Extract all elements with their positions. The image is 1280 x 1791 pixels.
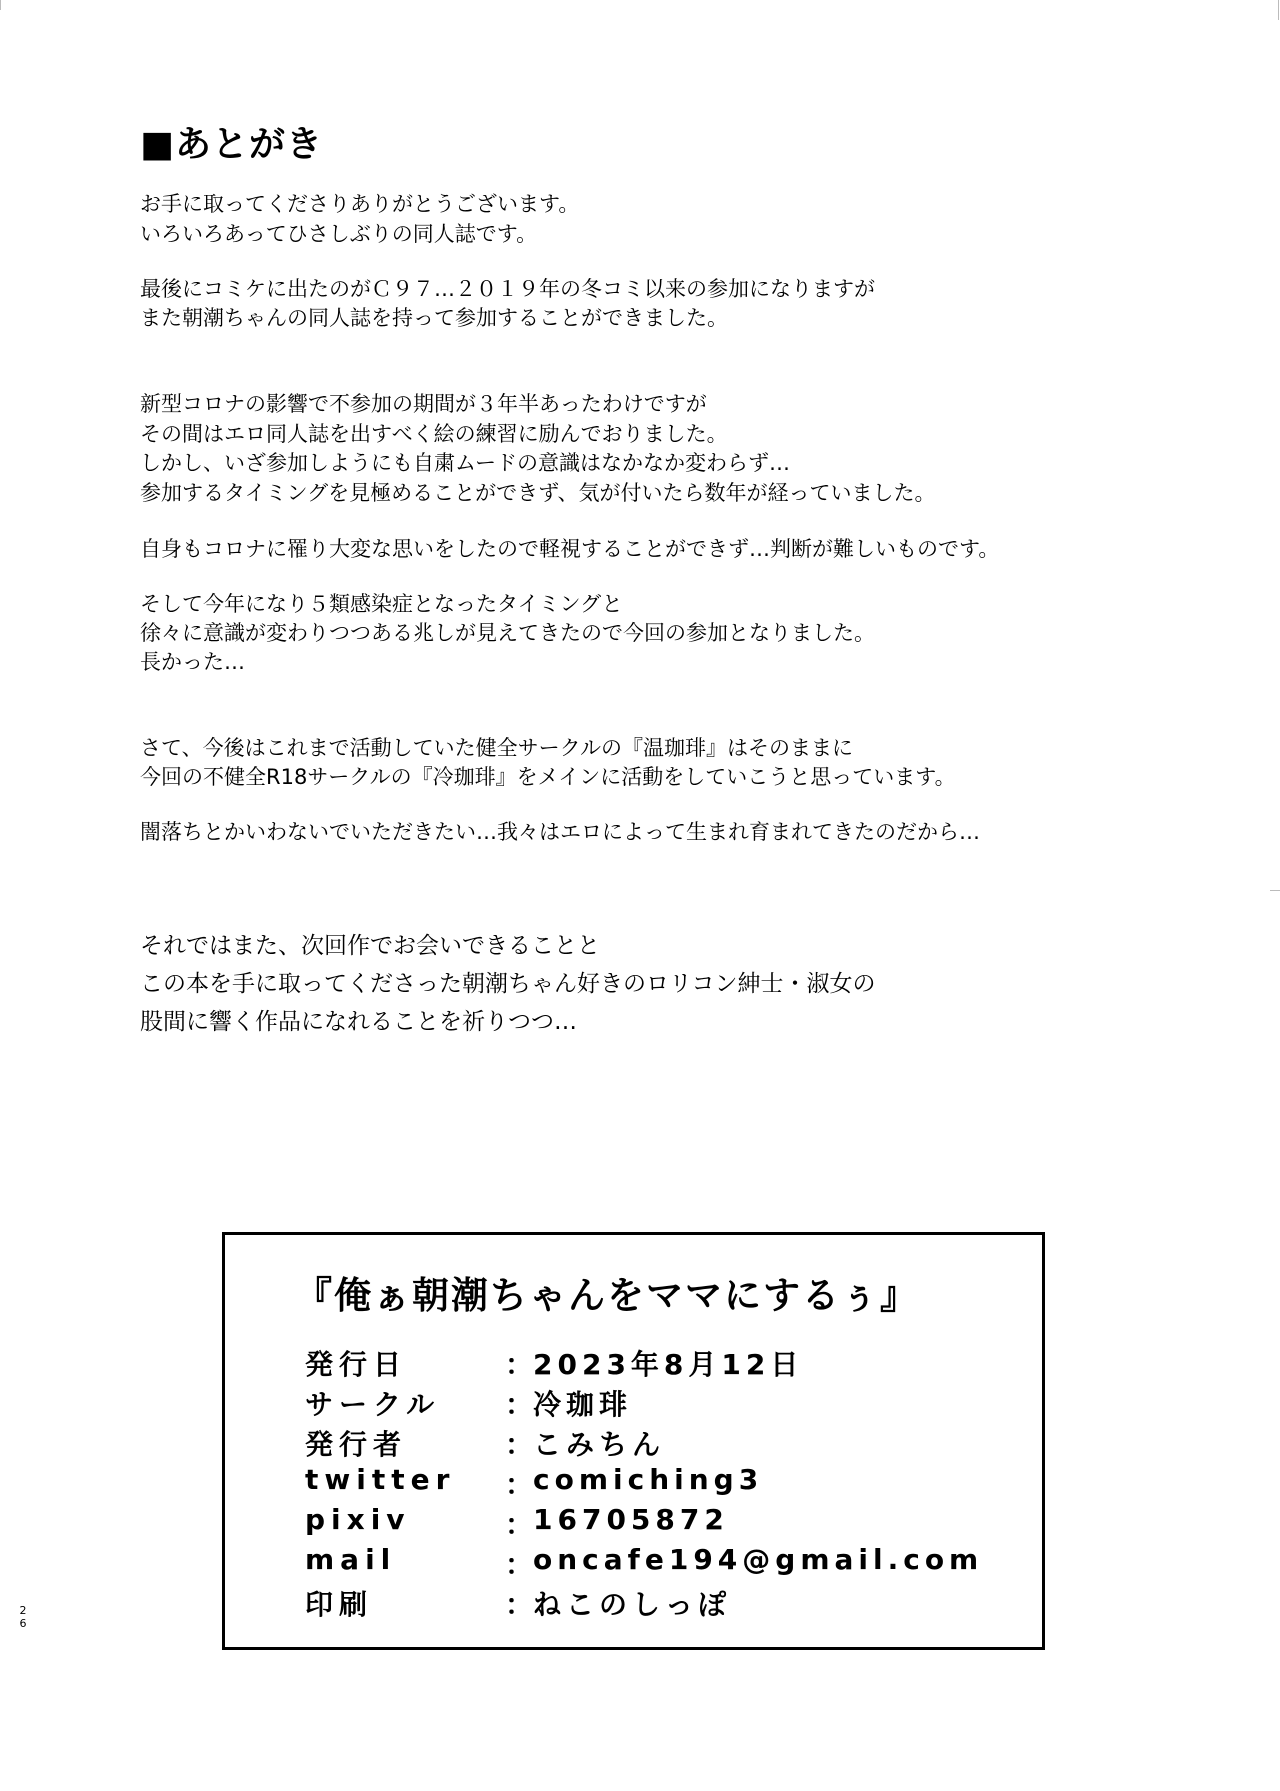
colophon-value: こみちん: [533, 1428, 666, 1461]
colophon-separator: ：: [505, 1388, 534, 1421]
body-line: 今回の不健全R18サークルの『冷珈琲』をメインに活動をしていこうと思っています。: [140, 765, 956, 789]
colophon-value: 冷珈琲: [533, 1388, 633, 1421]
colophon-label: mail: [305, 1543, 397, 1576]
body-line: それではまた、次回作でお会いできることと: [140, 933, 600, 959]
colophon-label: pixiv: [305, 1503, 411, 1536]
colophon-separator: ：: [505, 1348, 534, 1381]
body-line: 自身もコロナに罹り大変な思いをしたので軽視することができず…判断が難しいものです。: [140, 537, 1000, 561]
colophon-value: comiching3: [533, 1463, 764, 1496]
colophon-separator: ：: [505, 1588, 534, 1621]
body-line: いろいろあってひさしぶりの同人誌です。: [140, 222, 538, 246]
body-line: また朝潮ちゃんの同人誌を持って参加することができました。: [140, 306, 728, 330]
body-line: 股間に響く作品になれることを祈りつつ…: [140, 1009, 577, 1035]
colophon-separator: ：: [505, 1548, 534, 1581]
crop-mark: [1270, 890, 1280, 891]
body-line: 闇落ちとかいわないでいただきたい…我々はエロによって生まれ育まれてきたのだから…: [140, 820, 980, 844]
body-line: お手に取ってくださりありがとうございます。: [140, 192, 580, 216]
colophon-separator: ：: [505, 1468, 534, 1501]
crop-mark: [1278, 0, 1279, 20]
body-line: その間はエロ同人誌を出すべく絵の練習に励んでおりました。: [140, 422, 728, 446]
page-number: 26: [19, 1604, 27, 1630]
body-line: 新型コロナの影響で不参加の期間が３年半あったわけですが: [140, 392, 707, 416]
body-line: 徐々に意識が変わりつつある兆しが見えてきたので今回の参加となりました。: [140, 621, 875, 645]
colophon-label: twitter: [305, 1463, 456, 1496]
colophon-label: サークル: [305, 1388, 441, 1421]
body-line: そして今年になり５類感染症となったタイミングと: [140, 592, 623, 616]
colophon-label: 発行日: [305, 1348, 408, 1381]
colophon-separator: ：: [505, 1428, 534, 1461]
crop-mark: [0, 0, 1, 10]
colophon-box: [222, 1232, 1045, 1650]
colophon-label: 印刷: [305, 1588, 374, 1621]
colophon-value: oncafe194@gmail.com: [533, 1543, 984, 1576]
body-line: 参加するタイミングを見極めることができず、気が付いたら数年が経っていました。: [140, 481, 936, 505]
colophon-value: ねこのしっぽ: [533, 1588, 732, 1621]
body-line: しかし、いざ参加しようにも自粛ムードの意識はなかなか変わらず…: [140, 451, 790, 475]
colophon-value: 16705872: [533, 1503, 729, 1536]
colophon-value: 2023年8月12日: [533, 1348, 804, 1381]
afterword-heading: ■あとがき: [140, 124, 324, 165]
book-title: 『俺ぁ朝潮ちゃんをママにするぅ』: [295, 1274, 919, 1317]
body-line: 長かった…: [140, 650, 245, 674]
colophon-label: 発行者: [305, 1428, 408, 1461]
body-line: さて、今後はこれまで活動していた健全サークルの『温珈琲』はそのままに: [140, 736, 853, 760]
body-line: 最後にコミケに出たのがＣ９７…２０１９年の冬コミ以来の参加になりますが: [140, 277, 875, 301]
body-line: この本を手に取ってくださった朝潮ちゃん好きのロリコン紳士・淑女の: [140, 971, 876, 997]
colophon-separator: ：: [505, 1508, 534, 1541]
